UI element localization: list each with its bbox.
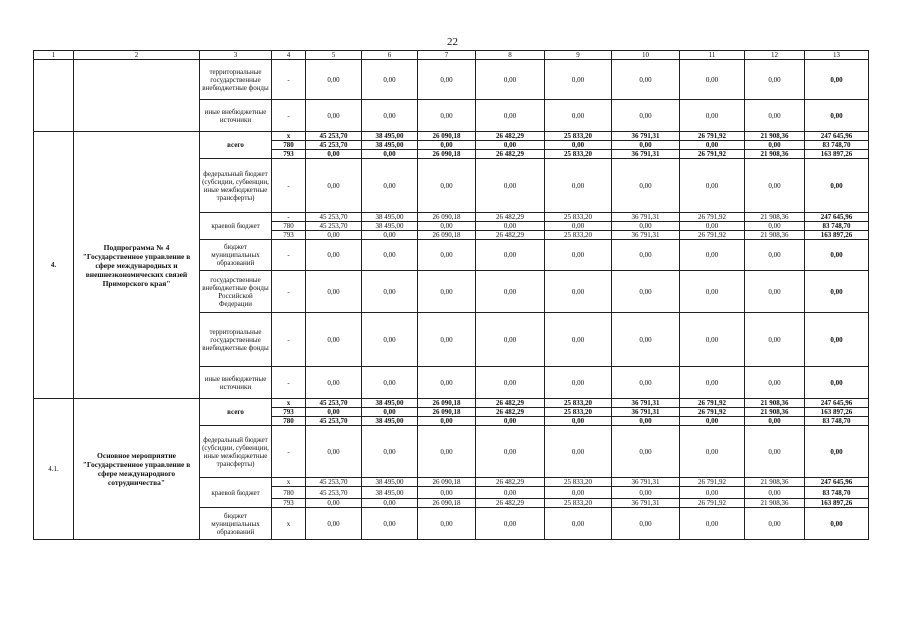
amount-cell: 0,00	[680, 100, 745, 132]
amount-cell: 0,00	[306, 150, 362, 159]
amount-cell: 36 791,31	[612, 399, 680, 408]
amount-cell: 83 748,70	[805, 141, 869, 150]
amount-cell: 0,00	[745, 426, 805, 478]
amount-cell: 26 482,29	[476, 478, 545, 487]
column-number: 4	[272, 51, 306, 60]
amount-cell: 0,00	[362, 150, 418, 159]
column-number: 1	[34, 51, 74, 60]
amount-cell: 36 791,31	[612, 231, 680, 240]
budget-code: 780	[272, 487, 306, 499]
budget-code: -	[272, 367, 306, 399]
budget-code: -	[272, 426, 306, 478]
budget-code: 793	[272, 231, 306, 240]
amount-cell: 0,00	[745, 60, 805, 100]
funding-source: бюджет муниципальных образований	[200, 240, 272, 271]
budget-code: -	[272, 60, 306, 100]
budget-code: -	[272, 213, 306, 222]
amount-cell: 83 748,70	[805, 487, 869, 499]
amount-cell: 0,00	[306, 508, 362, 540]
amount-cell: 21 908,36	[745, 478, 805, 487]
block-name: Основное мероприятие "Государственное управление в сфере международного сотрудничества"	[74, 399, 200, 540]
amount-cell: 25 833,20	[545, 231, 612, 240]
amount-cell: 0,00	[476, 487, 545, 499]
amount-cell: 0,00	[680, 159, 745, 213]
funding-source: всего	[200, 399, 272, 426]
amount-cell: 36 791,31	[612, 150, 680, 159]
amount-cell: 0,00	[476, 417, 545, 426]
amount-cell: 26 090,18	[418, 399, 476, 408]
amount-cell: 26 482,29	[476, 499, 545, 508]
amount-cell: 26 482,29	[476, 213, 545, 222]
funding-source: бюджет муниципальных образований	[200, 508, 272, 540]
amount-cell: 0,00	[745, 141, 805, 150]
amount-cell: 0,00	[362, 408, 418, 417]
funding-source: территориальные государственные внебюджетные фонды	[200, 313, 272, 367]
amount-cell: 0,00	[745, 100, 805, 132]
budget-code: x	[272, 399, 306, 408]
amount-cell: 26 791,92	[680, 478, 745, 487]
amount-cell: 0,00	[545, 60, 612, 100]
column-number: 5	[306, 51, 362, 60]
amount-cell: 26 791,92	[680, 213, 745, 222]
amount-cell: 0,00	[418, 100, 476, 132]
amount-cell: 0,00	[418, 367, 476, 399]
column-number: 7	[418, 51, 476, 60]
amount-cell: 21 908,36	[745, 231, 805, 240]
amount-cell: 26 090,18	[418, 408, 476, 417]
amount-cell: 45 253,70	[306, 132, 362, 141]
amount-cell: 0,00	[418, 222, 476, 231]
amount-cell: 163 897,26	[805, 408, 869, 417]
amount-cell: 0,00	[476, 100, 545, 132]
amount-cell: 0,00	[680, 60, 745, 100]
amount-cell: 0,00	[612, 367, 680, 399]
amount-cell: 21 908,36	[745, 399, 805, 408]
amount-cell: 38 495,00	[362, 487, 418, 499]
column-number: 10	[612, 51, 680, 60]
amount-cell: 0,00	[476, 159, 545, 213]
amount-cell: 26 791,92	[680, 399, 745, 408]
amount-cell: 0,00	[612, 313, 680, 367]
amount-cell: 247 645,96	[805, 399, 869, 408]
amount-cell: 21 908,36	[745, 408, 805, 417]
block-name-cell	[74, 60, 200, 132]
amount-cell: 0,00	[745, 417, 805, 426]
amount-cell: 0,00	[745, 508, 805, 540]
amount-cell: 0,00	[680, 240, 745, 271]
amount-cell: 26 090,18	[418, 213, 476, 222]
amount-cell: 26 482,29	[476, 408, 545, 417]
amount-cell: 247 645,96	[805, 478, 869, 487]
amount-cell: 0,00	[612, 100, 680, 132]
amount-cell: 0,00	[476, 313, 545, 367]
amount-cell: 83 748,70	[805, 222, 869, 231]
table-row	[34, 132, 869, 141]
amount-cell: 0,00	[612, 487, 680, 499]
amount-cell: 0,00	[306, 271, 362, 313]
amount-cell: 0,00	[745, 240, 805, 271]
amount-cell: 26 482,29	[476, 150, 545, 159]
amount-cell: 26 482,29	[476, 231, 545, 240]
amount-cell: 36 791,31	[612, 213, 680, 222]
amount-cell: 0,00	[362, 159, 418, 213]
amount-cell: 247 645,96	[805, 132, 869, 141]
amount-cell: 38 495,00	[362, 478, 418, 487]
amount-cell: 0,00	[545, 222, 612, 231]
amount-cell: 0,00	[306, 313, 362, 367]
amount-cell: 0,00	[612, 426, 680, 478]
amount-cell: 0,00	[805, 508, 869, 540]
amount-cell: 0,00	[418, 240, 476, 271]
amount-cell: 0,00	[680, 426, 745, 478]
column-number: 2	[74, 51, 200, 60]
amount-cell: 0,00	[362, 60, 418, 100]
amount-cell: 26 791,92	[680, 132, 745, 141]
amount-cell: 26 791,92	[680, 408, 745, 417]
amount-cell: 0,00	[745, 313, 805, 367]
amount-cell: 26 090,18	[418, 499, 476, 508]
amount-cell: 0,00	[476, 240, 545, 271]
amount-cell: 0,00	[476, 508, 545, 540]
amount-cell: 38 495,00	[362, 417, 418, 426]
column-number: 13	[805, 51, 869, 60]
amount-cell: 36 791,31	[612, 499, 680, 508]
budget-code: 793	[272, 499, 306, 508]
block-number-cell	[34, 60, 74, 132]
amount-cell: 163 897,26	[805, 150, 869, 159]
amount-cell: 0,00	[362, 100, 418, 132]
budget-code: -	[272, 271, 306, 313]
amount-cell: 0,00	[545, 141, 612, 150]
block-name: Подпрограмма № 4 "Государственное управление в сфере международных и внешнеэкономических связей Приморского края"	[74, 132, 200, 399]
amount-cell: 0,00	[612, 508, 680, 540]
amount-cell: 0,00	[418, 508, 476, 540]
budget-code: x	[272, 132, 306, 141]
amount-cell: 26 090,18	[418, 150, 476, 159]
amount-cell: 0,00	[362, 367, 418, 399]
funding-source: государственные внебюджетные фонды Российской Федерации	[200, 271, 272, 313]
amount-cell: 0,00	[476, 141, 545, 150]
budget-code: -	[272, 240, 306, 271]
amount-cell: 0,00	[745, 222, 805, 231]
amount-cell: 45 253,70	[306, 487, 362, 499]
amount-cell: 0,00	[745, 271, 805, 313]
column-number: 12	[745, 51, 805, 60]
amount-cell: 0,00	[362, 271, 418, 313]
amount-cell: 38 495,00	[362, 141, 418, 150]
amount-cell: 0,00	[545, 417, 612, 426]
funding-source: иные внебюджетные источники	[200, 367, 272, 399]
budget-code: 780	[272, 141, 306, 150]
amount-cell: 0,00	[418, 417, 476, 426]
amount-cell: 0,00	[476, 367, 545, 399]
amount-cell: 0,00	[612, 417, 680, 426]
amount-cell: 0,00	[745, 487, 805, 499]
amount-cell: 0,00	[418, 141, 476, 150]
amount-cell: 0,00	[306, 499, 362, 508]
amount-cell: 0,00	[545, 100, 612, 132]
amount-cell: 0,00	[362, 231, 418, 240]
amount-cell: 26 090,18	[418, 231, 476, 240]
amount-cell: 0,00	[476, 60, 545, 100]
amount-cell: 0,00	[745, 367, 805, 399]
amount-cell: 0,00	[612, 222, 680, 231]
amount-cell: 25 833,20	[545, 150, 612, 159]
amount-cell: 0,00	[805, 240, 869, 271]
amount-cell: 45 253,70	[306, 141, 362, 150]
funding-source: федеральный бюджет (субсидии, субвенции, иные межбюджетные трансферты)	[200, 159, 272, 213]
amount-cell: 0,00	[306, 408, 362, 417]
amount-cell: 25 833,20	[545, 408, 612, 417]
amount-cell: 0,00	[418, 271, 476, 313]
amount-cell: 26 791,92	[680, 150, 745, 159]
amount-cell: 36 791,31	[612, 408, 680, 417]
amount-cell: 25 833,20	[545, 478, 612, 487]
amount-cell: 38 495,00	[362, 222, 418, 231]
amount-cell: 0,00	[612, 141, 680, 150]
block-number: 4.1.	[34, 399, 74, 540]
amount-cell: 0,00	[476, 271, 545, 313]
budget-table	[33, 50, 869, 540]
funding-source: краевой бюджет	[200, 478, 272, 508]
budget-code: 780	[272, 222, 306, 231]
amount-cell: 21 908,36	[745, 132, 805, 141]
amount-cell: 25 833,20	[545, 132, 612, 141]
budget-code: -	[272, 313, 306, 367]
amount-cell: 25 833,20	[545, 213, 612, 222]
amount-cell: 0,00	[805, 426, 869, 478]
amount-cell: 0,00	[418, 426, 476, 478]
amount-cell: 0,00	[680, 367, 745, 399]
amount-cell: 26 090,18	[418, 132, 476, 141]
amount-cell: 21 908,36	[745, 499, 805, 508]
amount-cell: 45 253,70	[306, 417, 362, 426]
amount-cell: 0,00	[612, 240, 680, 271]
column-number: 9	[545, 51, 612, 60]
amount-cell: 0,00	[612, 159, 680, 213]
amount-cell: 0,00	[476, 222, 545, 231]
amount-cell: 45 253,70	[306, 478, 362, 487]
amount-cell: 0,00	[680, 222, 745, 231]
amount-cell: 26 791,92	[680, 499, 745, 508]
amount-cell: 0,00	[418, 313, 476, 367]
funding-source: территориальные государственные внебюджетные фонды	[200, 60, 272, 100]
block-number: 4.	[34, 132, 74, 399]
amount-cell: 0,00	[545, 271, 612, 313]
amount-cell: 0,00	[306, 240, 362, 271]
budget-code: x	[272, 508, 306, 540]
budget-code: 793	[272, 408, 306, 417]
amount-cell: 26 791,92	[680, 231, 745, 240]
amount-cell: 0,00	[745, 159, 805, 213]
amount-cell: 0,00	[362, 240, 418, 271]
column-number: 11	[680, 51, 745, 60]
column-number: 8	[476, 51, 545, 60]
table-row	[34, 60, 869, 100]
amount-cell: 38 495,00	[362, 399, 418, 408]
amount-cell: 0,00	[545, 313, 612, 367]
amount-cell: 0,00	[362, 426, 418, 478]
amount-cell: 38 495,00	[362, 213, 418, 222]
amount-cell: 0,00	[805, 60, 869, 100]
amount-cell: 0,00	[805, 271, 869, 313]
amount-cell: 0,00	[306, 60, 362, 100]
amount-cell: 36 791,31	[612, 478, 680, 487]
amount-cell: 0,00	[306, 231, 362, 240]
amount-cell: 163 897,26	[805, 499, 869, 508]
amount-cell: 0,00	[805, 313, 869, 367]
amount-cell: 26 482,29	[476, 399, 545, 408]
amount-cell: 0,00	[362, 313, 418, 367]
amount-cell: 26 090,18	[418, 478, 476, 487]
column-number: 6	[362, 51, 418, 60]
budget-code: -	[272, 100, 306, 132]
amount-cell: 0,00	[680, 271, 745, 313]
amount-cell: 45 253,70	[306, 213, 362, 222]
amount-cell: 26 482,29	[476, 132, 545, 141]
amount-cell: 45 253,70	[306, 222, 362, 231]
amount-cell: 0,00	[362, 508, 418, 540]
amount-cell: 0,00	[545, 508, 612, 540]
amount-cell: 0,00	[680, 313, 745, 367]
amount-cell: 0,00	[362, 499, 418, 508]
amount-cell: 0,00	[545, 487, 612, 499]
column-number: 3	[200, 51, 272, 60]
amount-cell: 0,00	[680, 417, 745, 426]
amount-cell: 0,00	[418, 487, 476, 499]
amount-cell: 0,00	[805, 159, 869, 213]
amount-cell: 38 495,00	[362, 132, 418, 141]
amount-cell: 0,00	[612, 60, 680, 100]
amount-cell: 0,00	[306, 426, 362, 478]
amount-cell: 0,00	[680, 487, 745, 499]
budget-code: 793	[272, 150, 306, 159]
funding-source: всего	[200, 132, 272, 159]
amount-cell: 0,00	[545, 240, 612, 271]
amount-cell: 25 833,20	[545, 399, 612, 408]
amount-cell: 0,00	[805, 100, 869, 132]
amount-cell: 0,00	[306, 100, 362, 132]
funding-source: иные внебюджетные источники	[200, 100, 272, 132]
amount-cell: 0,00	[612, 271, 680, 313]
amount-cell: 0,00	[418, 159, 476, 213]
funding-source: федеральный бюджет (субсидии, субвенции, иные межбюджетные трансферты)	[200, 426, 272, 478]
amount-cell: 0,00	[545, 426, 612, 478]
amount-cell: 247 645,96	[805, 213, 869, 222]
funding-source: краевой бюджет	[200, 213, 272, 240]
page-number: 22	[447, 36, 458, 48]
amount-cell: 0,00	[680, 141, 745, 150]
amount-cell: 0,00	[418, 60, 476, 100]
amount-cell: 83 748,70	[805, 417, 869, 426]
budget-code: 780	[272, 417, 306, 426]
amount-cell: 0,00	[805, 367, 869, 399]
amount-cell: 21 908,36	[745, 213, 805, 222]
amount-cell: 0,00	[545, 367, 612, 399]
amount-cell: 36 791,31	[612, 132, 680, 141]
amount-cell: 0,00	[306, 367, 362, 399]
amount-cell: 0,00	[680, 508, 745, 540]
amount-cell: 0,00	[476, 426, 545, 478]
amount-cell: 45 253,70	[306, 399, 362, 408]
table-row	[34, 399, 869, 408]
amount-cell: 0,00	[306, 159, 362, 213]
budget-code: -	[272, 159, 306, 213]
column-number-row	[34, 51, 869, 60]
amount-cell: 0,00	[545, 159, 612, 213]
budget-code: x	[272, 478, 306, 487]
amount-cell: 25 833,20	[545, 499, 612, 508]
amount-cell: 163 897,26	[805, 231, 869, 240]
amount-cell: 21 908,36	[745, 150, 805, 159]
